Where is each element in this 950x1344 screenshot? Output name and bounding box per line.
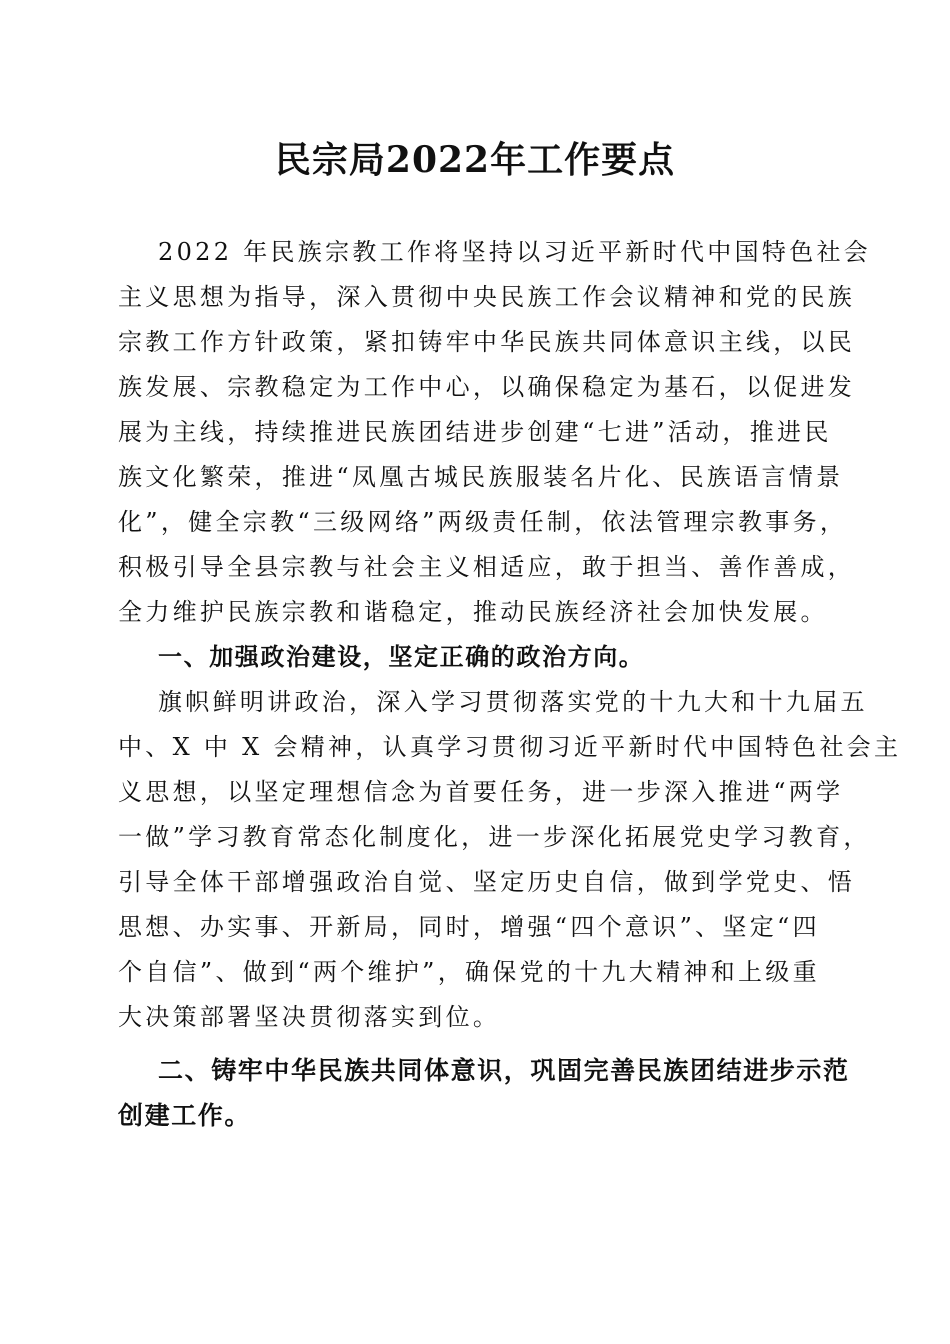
- section-1-paragraph: [118, 680, 902, 1040]
- text-line: 中、X 中 X 会精神，认真学习贯彻习近平新时代中国特色社会主: [118, 733, 902, 761]
- text-line: 思想、办实事、开新局，同时，增强“四个意识”、坚定“四: [118, 913, 820, 941]
- text-line: 个自信”、做到“两个维护”，确保党的十九大精神和上级重: [118, 958, 820, 986]
- text-line: 主义思想为指导，深入贯彻中央民族工作会议精神和党的民族: [118, 283, 856, 311]
- text-line: 义思想，以坚定理想信念为首要任务，进一步深入推进“两学: [118, 778, 844, 806]
- section-1-heading: 一、加强政治建设，坚定正确的政治方向。: [158, 643, 645, 671]
- text-line: 一做”学习教育常态化制度化，进一步深化拓展党史学习教育，: [118, 823, 871, 851]
- text-line: 旗帜鲜明讲政治，深入学习贯彻落实党的十九大和十九届五: [158, 688, 868, 716]
- text-line: 族文化繁荣，推进“凤凰古城民族服装名片化、民族语言情景: [118, 463, 844, 491]
- heading-line: 创建工作。: [118, 1101, 252, 1130]
- text-line: 展为主线，持续推进民族团结进步创建“七进”活动，推进民: [118, 418, 832, 446]
- text-line: 化”，健全宗教“三级网络”两级责任制，依法管理宗教事务，: [118, 508, 848, 536]
- text-line: 引导全体干部增强政治自觉、坚定历史自信，做到学党史、悟: [118, 868, 856, 896]
- heading-line: 二、铸牢中华民族共同体意识，巩固完善民族团结进步示范: [158, 1056, 850, 1085]
- intro-paragraph: [118, 230, 872, 635]
- text-line: 2022 年民族宗教工作将坚持以习近平新时代中国特色社会: [158, 238, 872, 266]
- text-line: 宗教工作方针政策，紧扣铸牢中华民族共同体意识主线，以民: [118, 328, 856, 356]
- spacer: [118, 1040, 838, 1048]
- text-line: 大决策部署坚决贯彻落实到位。: [118, 1003, 501, 1031]
- document-body: [118, 230, 902, 1138]
- document-title: 民宗局2022年工作要点: [274, 139, 676, 181]
- section-2-heading: [118, 1048, 850, 1138]
- text-line: 族发展、宗教稳定为工作中心，以确保稳定为基石，以促进发: [118, 373, 856, 401]
- text-line: 全力维护民族宗教和谐稳定，推动民族经济社会加快发展。: [118, 598, 828, 626]
- text-line: 积极引导全县宗教与社会主义相适应，敢于担当、善作善成，: [118, 553, 856, 581]
